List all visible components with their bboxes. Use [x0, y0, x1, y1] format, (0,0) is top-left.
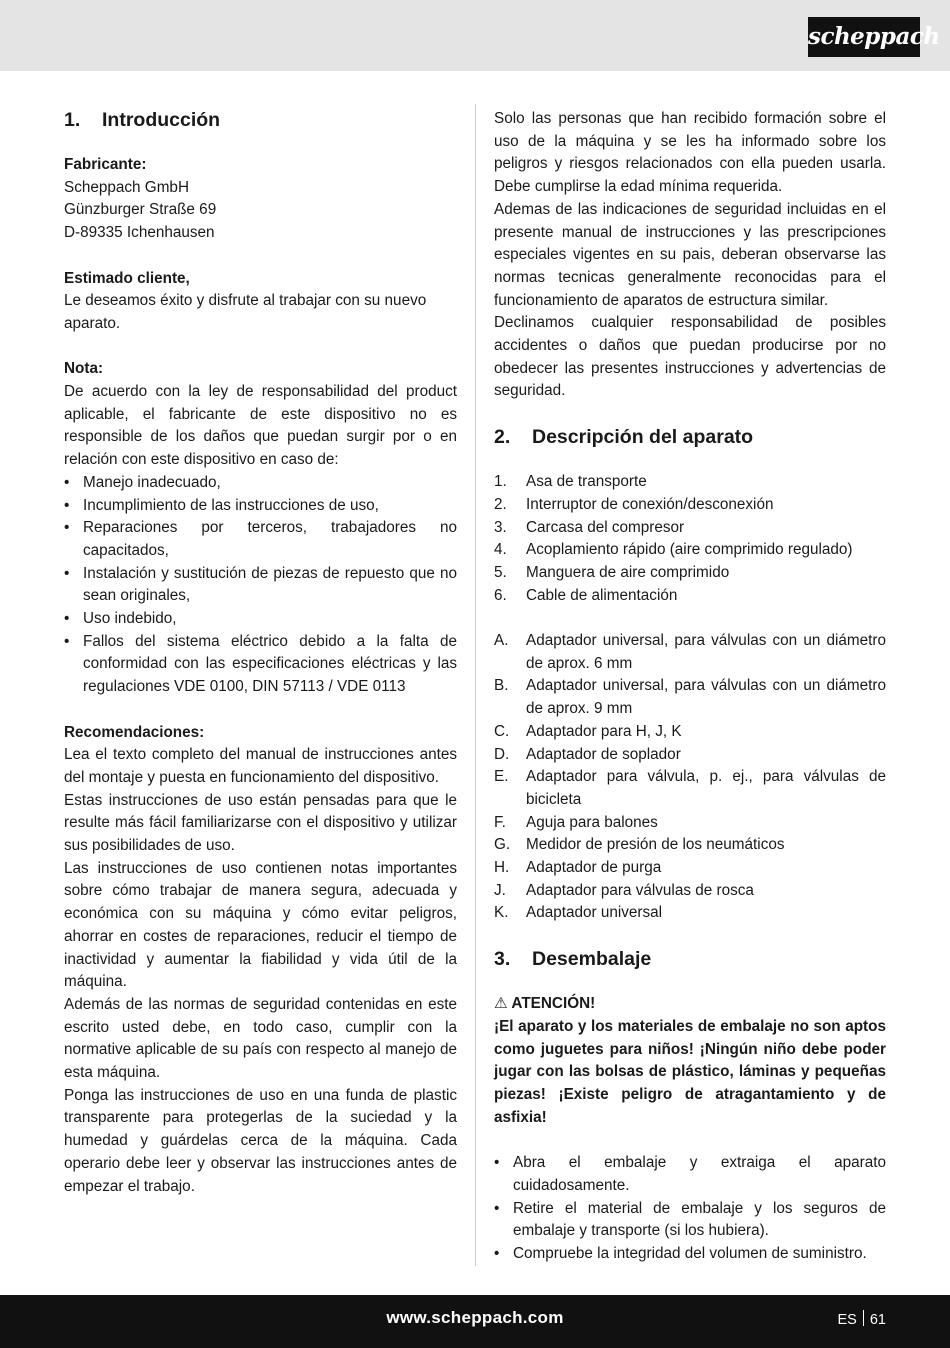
list-item: [494, 562, 886, 585]
left-column: [64, 108, 457, 1198]
language-code: ES: [837, 1312, 857, 1328]
item-letter: F.: [494, 813, 506, 831]
list-item: • Instalación y sustitución de piezas de repuesto que no sean originales,: [64, 563, 457, 608]
paragraph: Estas instrucciones de uso están pensadas para que le resulte más fácil familiarizarse con el dispositivo y utilizar sus posibilidades de uso.: [64, 791, 457, 855]
paragraph: Además de las normas de seguridad contenidas en este escrito usted debe, en todo caso, cumplir con la normative aplicable de su país con respecto al manejo de esta máquina.: [64, 995, 457, 1082]
item-text: Adaptador universal, para válvulas con un diámetro de aprox. 6 mm: [526, 632, 886, 672]
list-item: [494, 902, 886, 925]
section-number: 2.: [494, 426, 511, 449]
website-link[interactable]: www.scheppach.com: [386, 1308, 564, 1327]
item-text: Adaptador universal, para válvulas con un diámetro de aprox. 9 mm: [526, 677, 886, 718]
paragraph: Lea el texto completo del manual de instrucciones antes del montaje y puesta en funcionamiento del dispositivo.: [64, 746, 457, 786]
item-letter: D.: [494, 745, 510, 763]
list-item: [494, 880, 886, 903]
manufacturer-line: Scheppach GmbH: [64, 178, 189, 196]
note-text: De acuerdo con la ley de responsabilidad del product aplicable, el fabricante de este dispositivo no es responsible de los daños que puedan surgir por o en relación con este dispositivo en caso de:: [64, 383, 457, 469]
list-item: [494, 471, 886, 494]
list-item: [494, 494, 886, 517]
list-item: • Abra el embalaje y extraiga el aparato cuidadosamente.: [494, 1152, 886, 1197]
page-indicator: [838, 1310, 886, 1328]
header-band: [0, 0, 950, 71]
item-number: 6.: [494, 586, 507, 604]
item-number: 5.: [494, 563, 507, 581]
item-letter: E.: [494, 768, 509, 786]
list-item: • Compruebe la integridad del volumen de suministro.: [494, 1243, 886, 1266]
accessories-list: [494, 630, 886, 925]
item-letter: H.: [494, 859, 510, 877]
item-letter: K.: [494, 904, 509, 922]
item-text: Asa de transporte: [526, 473, 647, 491]
unpacking-list: [494, 1152, 886, 1266]
warning-heading: [494, 993, 886, 1016]
item-text: Carcasa del compresor: [526, 518, 685, 536]
warning-triangle-icon: ⚠: [494, 995, 508, 1013]
list-item: [494, 857, 886, 880]
list-item: [494, 517, 886, 540]
section-3-heading: [494, 947, 886, 971]
paragraph: Solo las personas que han recibido formación sobre el uso de la máquina y se les ha informado sobre los peligros y riesgos relacionados con ella pueden usarla. Debe cumplirse la edad mínima requerida.: [494, 110, 886, 196]
item-text: Cable de alimentación: [526, 586, 678, 604]
item-text: Adaptador para válvulas de rosca: [526, 881, 754, 899]
item-number: 2.: [494, 495, 507, 513]
item-text: Adaptador universal: [526, 904, 663, 922]
greeting-text: Le deseamos éxito y disfrute al trabajar con su nuevo aparato.: [64, 292, 427, 332]
list-item: [494, 539, 886, 562]
list-item: [494, 744, 886, 767]
parts-list: [494, 471, 886, 607]
recommendations-label: Recomendaciones:: [64, 723, 205, 741]
item-letter: J.: [494, 881, 506, 899]
list-item: [494, 630, 886, 675]
separator: [863, 1310, 864, 1326]
item-text: Adaptador de soplador: [526, 745, 681, 763]
manufacturer-line: D-89335 Ichenhausen: [64, 224, 215, 242]
section-number: 1.: [64, 109, 81, 131]
list-item: [494, 675, 886, 720]
greeting-label: Estimado cliente,: [64, 269, 190, 287]
item-text: Interruptor de conexión/desconexión: [526, 495, 774, 513]
list-item: • Retire el material de embalaje y los seguros de embalaje y transporte (si los hubiera).: [494, 1198, 886, 1243]
paragraph: Ademas de las indicaciones de seguridad incluidas en el presente manual de instrucciones y las prescripciones especiales vigentes en su pais, deberan observarse las normas tecnicas generalmente reconocidas para el funcionamiento de aparatos de estructura similar.: [494, 200, 886, 309]
list-item: • Incumplimiento de las instrucciones de uso,: [64, 495, 457, 518]
list-item: [494, 766, 886, 811]
paragraph: Declinamos cualquier responsabilidad de posibles accidentes o daños que puedan producirse por no obedecer las presentes instrucciones y advertencias de seguridad.: [494, 314, 886, 400]
item-text: Adaptador para H, J, K: [526, 722, 682, 740]
scheppach-logo: scheppach: [808, 17, 920, 57]
item-letter: B.: [494, 677, 509, 695]
item-letter: G.: [494, 836, 511, 854]
note-label: Nota:: [64, 360, 104, 378]
list-item: [494, 834, 886, 857]
manufacturer-block: [64, 154, 457, 245]
item-text: Acoplamiento rápido (aire comprimido regulado): [526, 541, 853, 559]
note-block: [64, 358, 457, 699]
recommendations-block: [64, 722, 457, 1199]
section-2-heading: [494, 425, 886, 449]
section-title: Introducción: [102, 109, 221, 131]
item-text: Adaptador para válvula, p. ej., para válvulas de bicicleta: [526, 768, 886, 808]
item-text: Aguja para balones: [526, 813, 658, 831]
section-1-heading: [64, 108, 457, 132]
section-number: 3.: [494, 948, 511, 971]
liability-list: [64, 472, 457, 699]
list-item: • Fallos del sistema eléctrico debido a la falta de conformidad con las especificaciones eléctricas y las regulaciones VDE 0100, DIN 57113 / VDE 0113: [64, 631, 457, 699]
item-text: Medidor de presión de los neumáticos: [526, 836, 785, 854]
greeting-block: [64, 268, 457, 336]
right-column: [494, 108, 886, 1266]
warning-title: ATENCIÓN!: [511, 995, 596, 1013]
paragraph: Ponga las instrucciones de uso en una funda de plastic transparente para protegerlas de la suciedad y la humedad y guárdelas cerca de la máquina. Cada operario debe leer y observar las instrucciones antes de empezar el trabajo.: [64, 1086, 457, 1195]
item-letter: C.: [494, 722, 510, 740]
list-item: [494, 812, 886, 835]
page-number: 61: [869, 1312, 886, 1328]
item-number: 4.: [494, 541, 507, 559]
paragraph: Las instrucciones de uso contienen notas importantes sobre cómo trabajar de manera segura, adecuada y económica con su máquina y cómo evitar peligros, ahorrar en costes de reparaciones, reducir el tiempo de inactividad y aumentar la fiabilidad y vida útil de la máquina.: [64, 859, 457, 991]
list-item: • Uso indebido,: [64, 608, 457, 631]
item-text: Manguera de aire comprimido: [526, 563, 730, 581]
list-item: [494, 721, 886, 744]
section-title: Desembalaje: [532, 948, 652, 971]
item-text: Adaptador de purga: [526, 859, 662, 877]
list-item: • Reparaciones por terceros, trabajadores no capacitados,: [64, 517, 457, 562]
column-divider: [475, 104, 476, 1266]
list-item: [494, 585, 886, 608]
item-number: 3.: [494, 518, 507, 536]
manufacturer-line: Günzburger Straße 69: [64, 201, 217, 219]
section-title: Descripción del aparato: [532, 426, 754, 449]
manufacturer-label: Fabricante:: [64, 156, 147, 173]
list-item: • Manejo inadecuado,: [64, 472, 457, 495]
item-letter: A.: [494, 632, 509, 650]
footer-band: [0, 1295, 950, 1348]
warning-text: ¡El aparato y los materiales de embalaje no son aptos como juguetes para niños! ¡Ningún niño debe poder jugar con las bolsas de plástico, láminas y pequeñas piezas! ¡Existe peligro de atragantamiento y de asfixia!: [494, 1017, 886, 1126]
item-number: 1.: [494, 473, 507, 491]
